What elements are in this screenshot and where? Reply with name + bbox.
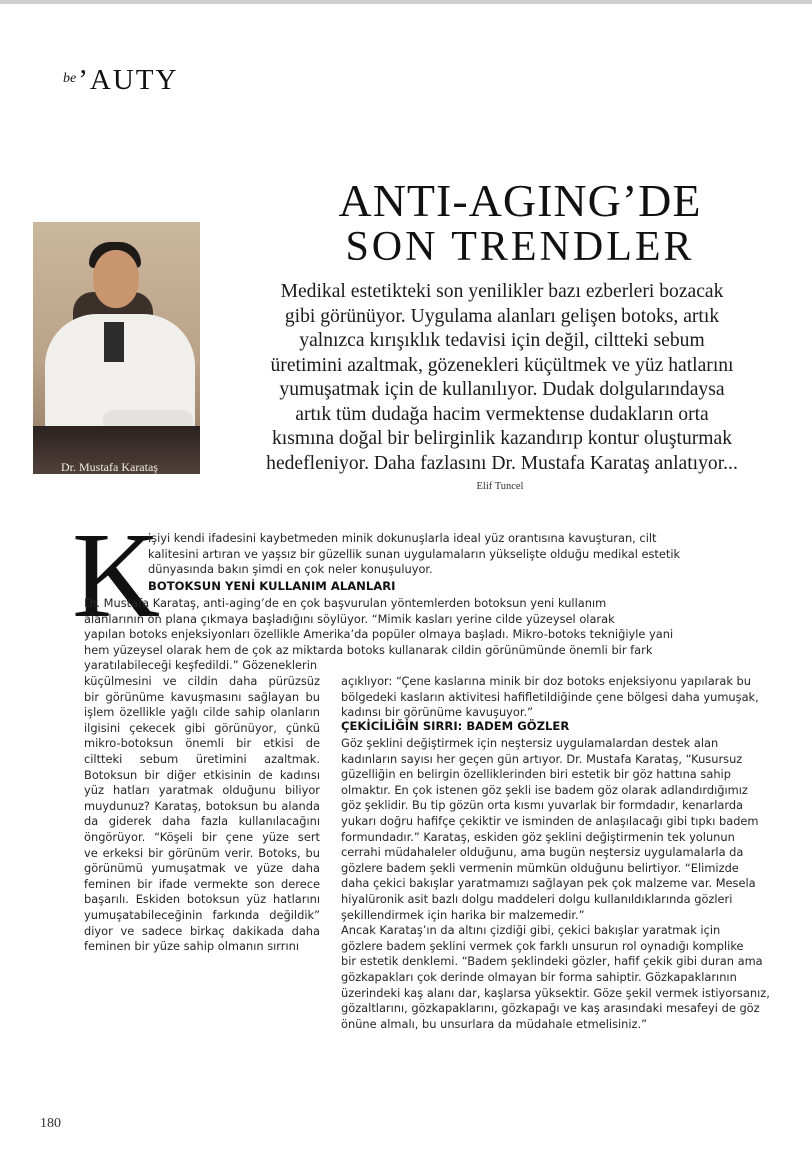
text-line: gözlere badem şeklini vermek çok farklı unsurun rol oynadığı komplike (341, 938, 744, 953)
text-line: diyor ve sadece birkaç dakikada daha (84, 923, 320, 938)
text-line: alanlarının ön plana çıkmaya başladığını söylüyor. “Mimik kasları yerine cilde yüzeysel olarak (84, 611, 615, 626)
section-heading-botox: BOTOKSUN YENİ KULLANIM ALANLARI (148, 579, 396, 593)
text-line: işlem özellikle yağlı cilde sahip olanların (84, 705, 320, 720)
text-line: Ancak Karataş’ın da altını çizdiği gibi, çekici bakışlar yaratmak için (341, 923, 721, 938)
text-line: ilgisini çekecek gibi görünüyor, çünkü (84, 720, 320, 735)
article-title (300, 175, 740, 270)
doctor-photo (33, 222, 200, 474)
lead-paragraph (148, 531, 680, 578)
text-line: ve erkeksi bir görünüm verir. Botoks, bu (84, 845, 320, 860)
section-label-text: ’AUTY (78, 64, 179, 96)
text-line: bir estetik denklemi. “Badem şeklindeki gözler, hafif çekik gibi duran ama (341, 954, 763, 969)
text-line: formundadır.” Karataş, eskiden göz şeklini değiştirmenin tek yolunun (341, 829, 735, 844)
title-line-1: ANTI-AGING’DE (338, 175, 702, 226)
byline: Elif Tuncel (476, 481, 524, 492)
title-line-2: SON TRENDLER (345, 224, 695, 270)
top-rule (0, 0, 812, 4)
section-label-prefix: be (63, 71, 77, 86)
intro-line: hedefleniyor. Daha fazlasını Dr. Mustafa Karataş anlatıyor... (266, 452, 738, 474)
text-line: görünümü yumuşatmak ve yüze daha (84, 861, 320, 876)
right-column-text-a (341, 674, 759, 721)
text-line: küçülmesini ve cildin daha pürüzsüz (84, 674, 320, 688)
text-line: olmaktır. En çok istenen göz şekli ise badem göz olarak adlandırdığımız (341, 782, 748, 797)
text-line: hiyalüronik asit bazlı dolgu maddeleri dolgu kullanıldıklarında gözleri (341, 891, 733, 906)
section-heading-almond-eyes: ÇEKİCİLİĞİN SIRRI: BADEM GÖZLER (341, 719, 570, 733)
text-line: gözaltlarını, gözkapaklarını, gözkapağı ve kaş arasındaki mesafeyi de göz (341, 1001, 760, 1016)
text-line: feminen bir ifade vermekte son derece (84, 876, 320, 891)
page-number: 180 (40, 1116, 61, 1131)
text-line: feminen bir yüze sahip olmanın sırrını (84, 939, 300, 954)
text-line: mikro-botoksun önemli bir etkisi de (84, 736, 320, 751)
intro-line: gibi görünüyor. Uygulama alanları gelişen botoks, artık (284, 305, 720, 327)
text-line: kadınların sayısı her geçen gün artıyor. Dr. Mustafa Karataş, “Kusursuz (341, 751, 743, 766)
photo-caption: Dr. Mustafa Karataş (61, 460, 158, 474)
text-line: cerrahi müdahaleler olduğunu, ama bugün neştersiz uygulamalarla da (341, 845, 744, 860)
text-line: muydunuz? Karataş, botoksun bu alanda (84, 798, 320, 813)
intro-line: Medikal estetikteki son yenilikler bazı ezberleri bozacak (280, 281, 724, 302)
text-line: Dr. Mustafa Karataş, anti-aging’de en çok başvurulan yöntemlerden botoksun yeni kullanım (84, 596, 607, 610)
text-line: yapılan botoks enjeksiyonları özellikle Amerika’da popüler olmaya başladı. Mikro-botoks tekniğiyle yani (84, 627, 674, 642)
text-line: bir görünüme kavuşmasını sağlayan bu (84, 689, 320, 704)
text-line: ciltteki sebum üretimini azaltmak. (84, 751, 320, 766)
text-line: göz şeklidir. Bu tip gözün orta kısmı yuvarlak bir formdadır, kenarlarda (341, 798, 744, 813)
text-line: gözlere badem şekli vermenin mümkün olduğunu belirtiyor. “Elimizde (341, 860, 739, 875)
text-line: kadınsı bir görünüme kavuşuyor.” (341, 705, 534, 720)
text-line: Göz şeklini değiştirmek için neştersiz uygulamalardan destek alan (341, 736, 719, 750)
right-column-text-b (341, 736, 770, 1032)
text-line: üzerindeki kaş alanı dar, kaşlarsa yüksektir. Göze şekil vermek istiyorsanız, (341, 985, 770, 1000)
text-line: hem yüzeysel olarak hem de çok az miktarda botoks kullanarak cildin görünümünde önemli bir fark (84, 642, 653, 657)
intro-line: artık tüm dudağa hacim vermektense dudakların orta (295, 403, 709, 425)
left-column-text (84, 674, 320, 955)
text-line: işiyi kendi ifadesini kaybetmeden minik dokunuşlarla ideal yüz orantısına kavuşturan, cilt (148, 531, 657, 545)
text-line: kalitesini artıran ve yaşsız bir güzellik sunan uygulamaların yükselişte olduğu medikal estetik (148, 546, 681, 561)
intro-line: üretimini azaltmak, gözenekleri küçültmek ve yüz hatlarını (270, 354, 734, 376)
text-line: da giderek daha fazla kullanılacağını (84, 814, 320, 829)
text-line: şekillendirmek için harika bir malzemedir.” (341, 907, 585, 922)
drop-cap: K (72, 508, 161, 643)
text-line: yaratılabileceği keşfedildi.” Gözeneklerin (84, 658, 318, 673)
text-line: bölgedeki kasların aktivitesi hafifletildiğinde çene bölgesi daha yumuşak, (341, 689, 759, 704)
text-line: öngörüyor. “Köşeli bir çene yüze sert (84, 829, 320, 844)
text-line: güzelliğin en belirgin özelliklerinden biri estetik bir göz hattına sahip (341, 767, 731, 782)
intro-line: yumuşatmak için de kullanılıyor. Dudak dolgularındaysa (279, 379, 725, 400)
text-line: dünyasında bakın şimdi en çok neler konuşuluyor. (148, 562, 433, 577)
text-line: önüne almalı, bu unsurlara da müdahale etmelisiniz.” (341, 1016, 648, 1031)
intro-paragraph (246, 280, 758, 476)
text-line: yüz hatları yaratmak olduğunu biliyor (84, 783, 320, 798)
botox-paragraph (84, 596, 759, 674)
section-label (63, 64, 178, 97)
intro-line: kısmına doğal bir belirginlik kazandırıp kontur oluşturmak (271, 428, 732, 449)
intro-line: yalnızca kırışıklık tedavisi için değil, ciltteki sebum (299, 330, 705, 351)
text-line: yumuşatabileceğinin farkında değildik” (84, 907, 320, 922)
text-line: başarılı. Eskiden botoksun yüz hatlarını (84, 892, 320, 907)
text-line: açıklıyor: “Çene kaslarına minik bir doz botoks enjeksiyonu yapılarak bu (341, 674, 752, 688)
text-line: Botoksun bir diğer etkisinin de kadınsı (84, 767, 320, 782)
text-line: gözkapakları çok derinde olmayan bir forma sahiptir. Gözkapaklarının (341, 969, 737, 984)
text-line: yukarı doğru hafifçe çekiktir ve isminden de anlaşılacağı gibi tıpkı badem (341, 813, 759, 828)
text-line: daha çekici bakışlar yaratmamızı sağlayan pek çok malzeme var. Mesela (341, 876, 756, 891)
